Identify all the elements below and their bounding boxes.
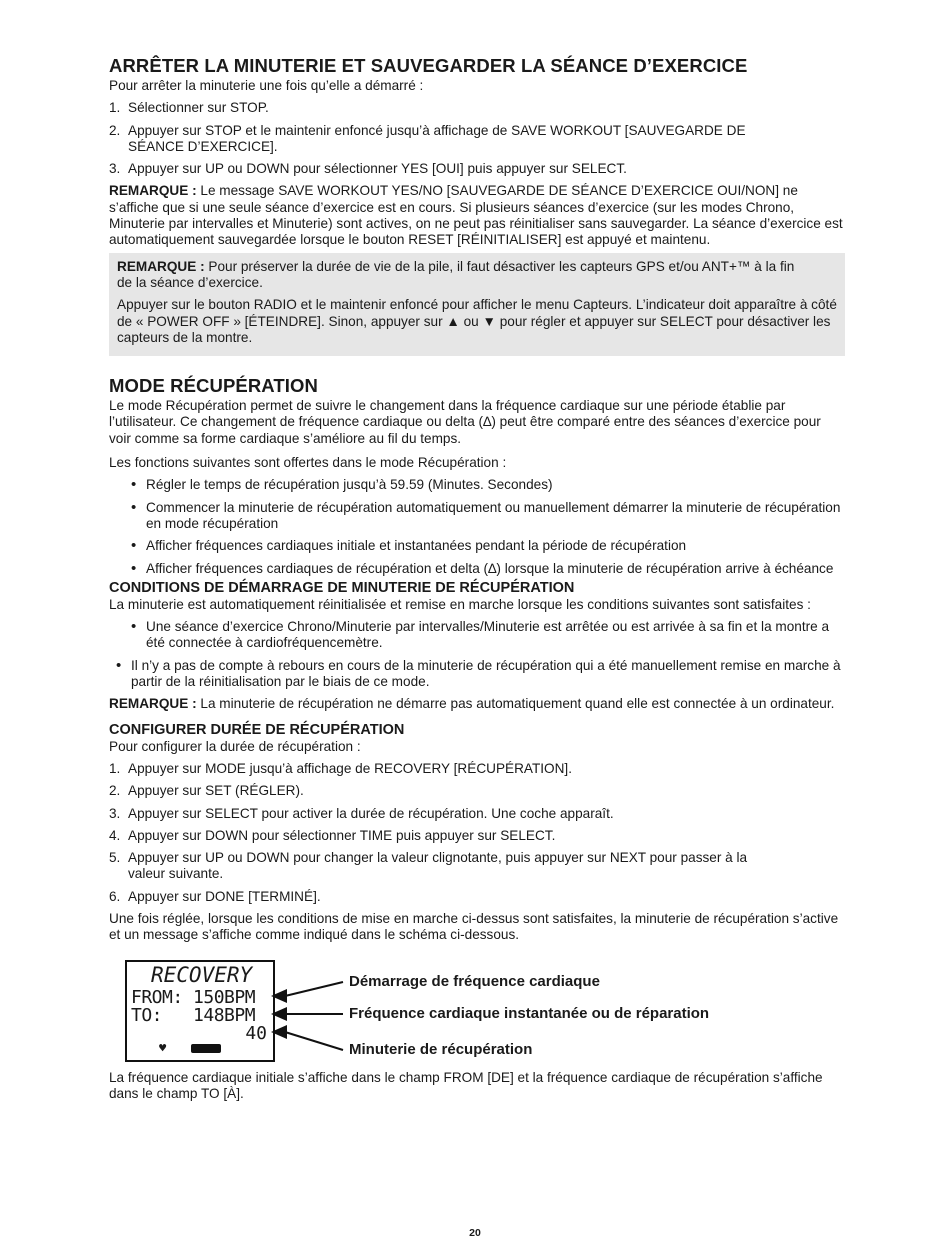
step-item: 5. Appuyer sur UP ou DOWN pour changer la valeur clignotante, puis appuyer sur NEXT pour passer à la valeur suivante. <box>109 850 748 882</box>
remark-computer: REMARQUE : La minuterie de récupération ne démarre pas automatiquement quand elle est connectée à un ordinateur. <box>109 696 835 712</box>
callout-arrows <box>109 960 369 1072</box>
section-title-recovery: MODE RÉCUPÉRATION <box>109 375 318 397</box>
list-item: • Afficher fréquences cardiaques de récupération et delta (∆) lorsque la minuterie de récupération arrive à échéance <box>131 559 834 577</box>
step-item: 3. Appuyer sur SELECT pour activer la durée de récupération. Une coche apparaît. <box>109 805 614 821</box>
list-item: • Il n’y a pas de compte à rebours en cours de la minuterie de récupération qui a été manuellement remise en marche à partir de la réinitialisation par le biais de ce mode. <box>116 656 841 690</box>
page-number: 20 <box>469 1227 481 1239</box>
configure-intro: Pour configurer la durée de récupération : <box>109 738 361 754</box>
radio-instructions: Appuyer sur le bouton RADIO et le maintenir enfoncé pour afficher le menu Capteurs. L’indicateur doit apparaître à côté de « POWER OFF » [ÉTEINDRE]. Sinon, appuyer sur ▲ ou ▼ pour régler et appuyer sur SELECT pour désactiver les capteurs de la montre. <box>117 297 837 345</box>
arrow-line-start-hr <box>285 982 343 996</box>
battery-note-box <box>109 253 845 356</box>
conditions-list <box>109 619 845 690</box>
step-item: 3. Appuyer sur UP ou DOWN pour sélectionner YES [OUI] puis appuyer sur SELECT. <box>109 161 627 177</box>
recovery-display-figure <box>109 960 845 1072</box>
step-item: 2. Appuyer sur SET (RÉGLER). <box>109 783 304 799</box>
arrow-line-timer <box>285 1032 343 1050</box>
arrow-head-current-hr <box>271 1007 287 1021</box>
step-item: 2. Appuyer sur STOP et le maintenir enfoncé jusqu’à affichage de SAVE WORKOUT [SAUVEGARDE DE SÉANCE D’EXERCICE]. <box>109 122 746 154</box>
arrow-head-timer <box>271 1025 287 1039</box>
conditions-intro: La minuterie est automatiquement réinitialisée et remise en marche lorsque les conditions suivantes sont satisfaites : <box>109 596 811 612</box>
lcd-from-line: FROM: 150BPM <box>131 986 256 1008</box>
list-item: • Une séance d’exercice Chrono/Minuterie par intervalles/Minuterie est arrêtée ou est arrivée à sa fin et la montre a été connectée à cardiofréquencemètre. <box>131 618 830 651</box>
callout-current-heart-rate: Fréquence cardiaque instantanée ou de réparation <box>349 1004 710 1022</box>
step-item: 4. Appuyer sur DOWN pour sélectionner TIME puis appuyer sur SELECT. <box>109 827 556 843</box>
recovery-functions-list <box>109 477 845 576</box>
list-item: • Commencer la minuterie de récupération automatiquement ou manuellement démarrer la minuterie de récupération en mode récupération <box>131 498 841 531</box>
arrow-head-start-hr <box>271 989 287 1003</box>
lcd-to-line: TO: 148BPM <box>131 1004 256 1026</box>
configure-steps <box>109 761 845 905</box>
callout-recovery-timer: Minuterie de récupération <box>349 1040 533 1058</box>
lcd-timer-value: 40 <box>245 1022 267 1044</box>
section-title-start-conditions: CONDITIONS DE DÉMARRAGE DE MINUTERIE DE RÉCUPÉRATION <box>109 579 575 596</box>
section-title-stop-timer: ARRÊTER LA MINUTERIE ET SAUVEGARDER LA SÉANCE D’EXERCICE <box>109 55 748 76</box>
list-item: • Afficher fréquences cardiaques initiale et instantanées pendant la période de récupération <box>131 537 687 555</box>
stop-intro: Pour arrêter la minuterie une fois qu’elle a démarré : <box>109 78 424 93</box>
functions-intro: Les fonctions suivantes sont offertes dans le mode Récupération : <box>109 455 507 471</box>
manual-page <box>109 54 845 1102</box>
heart-icon: ♥ <box>159 1040 167 1055</box>
stop-steps <box>109 100 845 177</box>
step-item: 1. Appuyer sur MODE jusqu’à affichage de RECOVERY [RÉCUPÉRATION]. <box>109 760 572 776</box>
remark-save-workout: REMARQUE : Le message SAVE WORKOUT YES/NO [SAUVEGARDE DE SÉANCE D’EXERCICE OUI/NON] ne s’affiche que si une seule séance d’exercice est en cours. Si plusieurs séances d’exercice (sur les modes Chrono, Minuterie par intervalles et Minuterie) sont actives, on ne peut pas réinitialiser sans sauvegarder. La séance d’exercice est automatiquement sauvegardée lorsque le bouton RESET [RÉINITIALISER] est appuyé et maintenu. <box>109 183 843 248</box>
closing-text: La fréquence cardiaque initiale s’affiche dans le champ FROM [DE] et la fréquence cardiaque de récupération s’affiche dans le champ TO [À]. <box>109 1069 823 1101</box>
list-item: • Régler le temps de récupération jusqu’à 59.59 (Minutes. Secondes) <box>131 476 553 494</box>
section-title-configure: CONFIGURER DURÉE DE RÉCUPÉRATION <box>109 721 405 738</box>
step-item: 1. Sélectionner sur STOP. <box>109 100 269 116</box>
step-item: 6. Appuyer sur DONE [TERMINÉ]. <box>109 888 321 904</box>
recovery-intro: Le mode Récupération permet de suivre le changement dans la fréquence cardiaque sur une période établie par l’utilisateur. Ce changement de fréquence cardiaque ou delta (∆) peut être comparé entre des séances d’exercice pour voir comme sa forme cardiaque s’améliore au fil du temps. <box>109 398 821 446</box>
after-setup-text: Une fois réglée, lorsque les conditions de mise en marche ci-dessus sont satisfaites, la minuterie de récupération s’active et un message s’affiche comme indiqué dans le schéma ci-dessous. <box>109 910 839 943</box>
remark-battery: REMARQUE : Pour préserver la durée de vie de la pile, il faut désactiver les capteurs GPS et/ou ANT+™ à la fin de la séance d’exercice. <box>117 258 795 290</box>
lcd-mode-label: RECOVERY <box>151 962 253 987</box>
callout-start-heart-rate: Démarrage de fréquence cardiaque <box>349 972 600 990</box>
